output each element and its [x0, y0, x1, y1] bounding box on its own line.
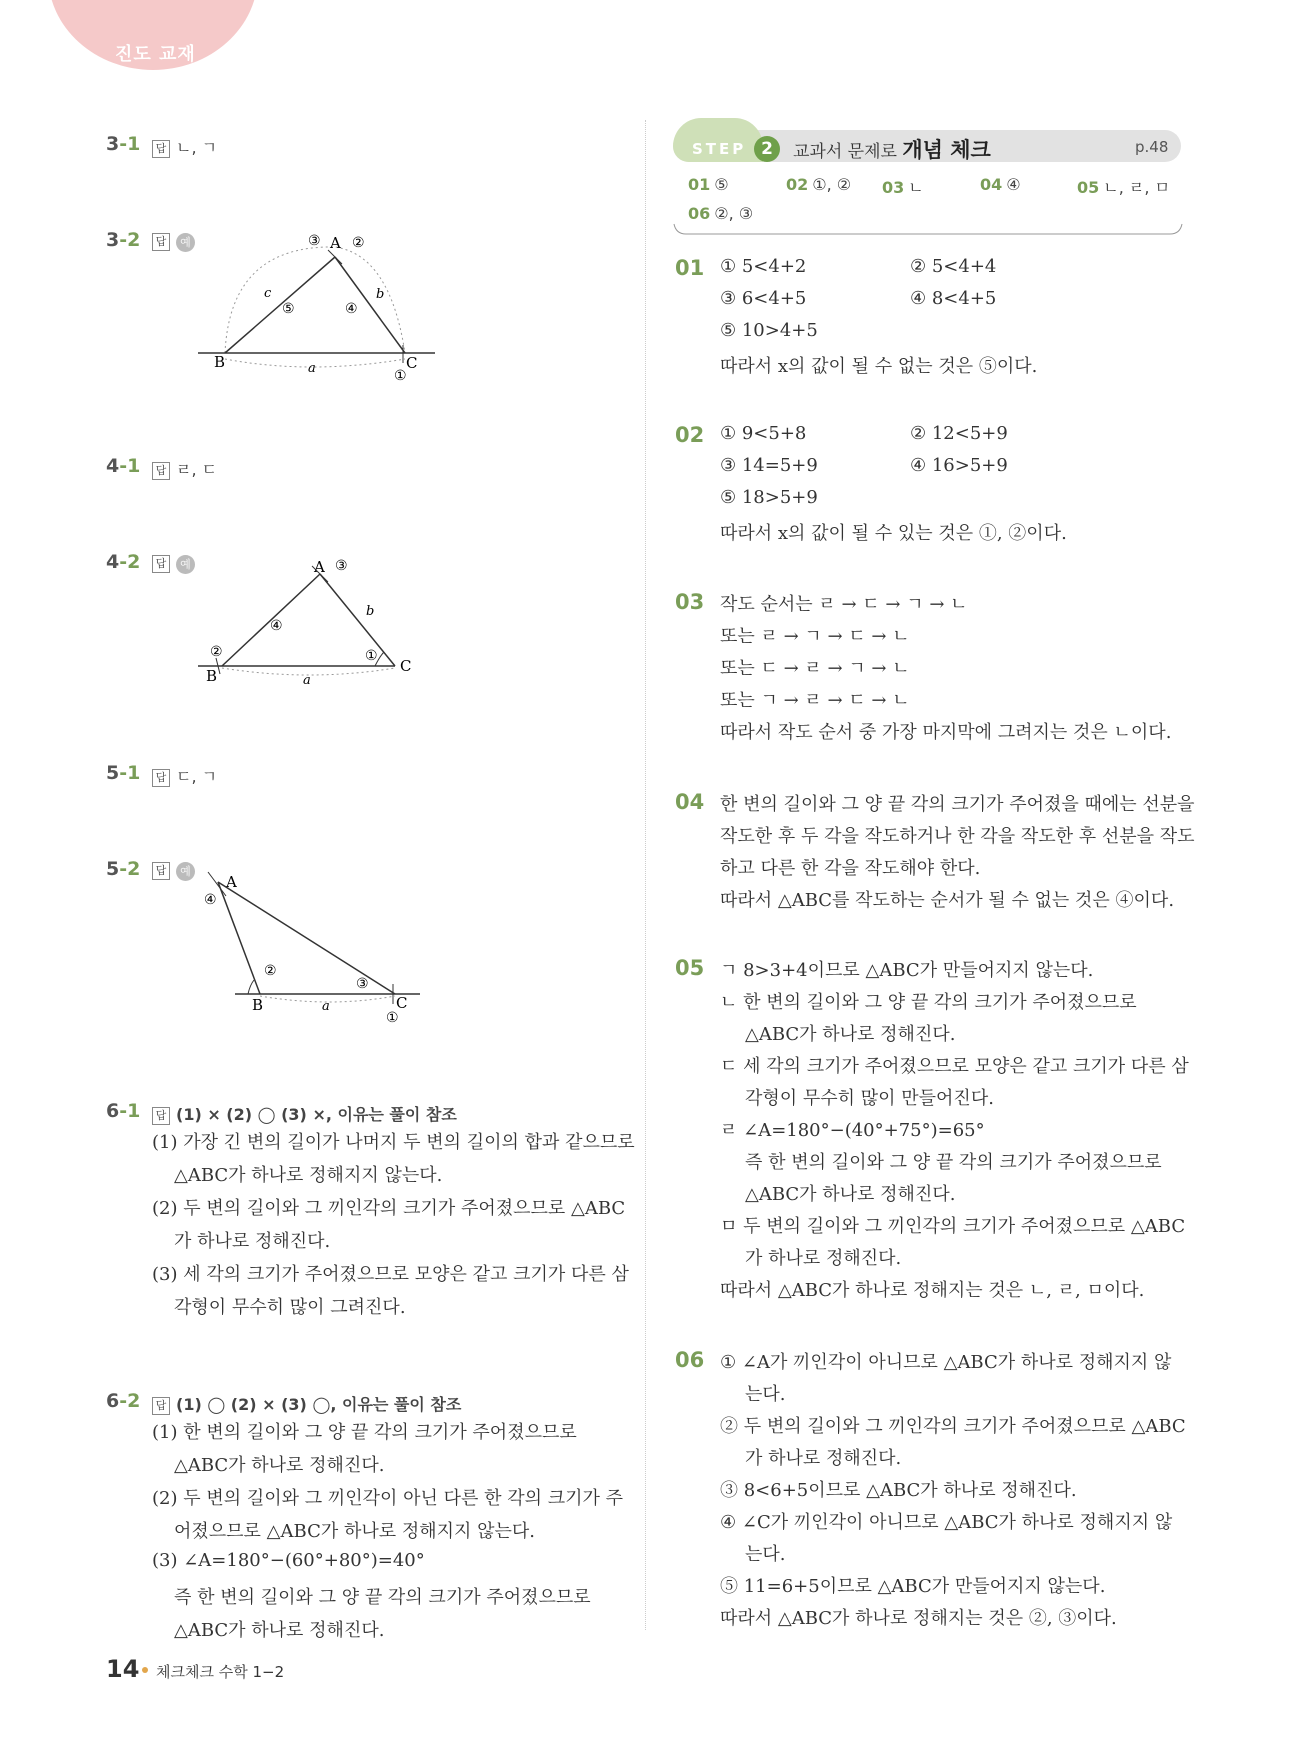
figure-3-2-triangle: [190, 225, 450, 385]
problem-4-2-label: 4-2: [106, 551, 141, 573]
mark-3: ③: [335, 558, 348, 574]
solution-6-1-line: (3) 세 각의 크기가 주어졌으므로 모양은 같고 크기가 다른 삼: [152, 1264, 629, 1285]
solution-02-number: 02: [675, 423, 705, 447]
mark-2: ②: [264, 963, 277, 979]
solution-05-line: ㄱ 8>3+4이므로 △ABC가 만들어지지 않는다.: [720, 960, 1094, 981]
page-reference: p.48: [1135, 138, 1169, 156]
solution-05-number: 05: [675, 956, 705, 980]
solution-05-conclusion: 따라서 △ABC가 하나로 정해지는 것은 ㄴ, ㄹ, ㅁ이다.: [720, 1280, 1145, 1301]
solution-02-conclusion: 따라서 x의 값이 될 수 있는 것은 ①, ②이다.: [720, 523, 1067, 544]
solution-05-line: 각형이 무수히 많이 만들어진다.: [745, 1088, 994, 1109]
solution-05-line: △ABC가 하나로 정해진다.: [745, 1024, 956, 1045]
solution-06-line: ② 두 변의 길이와 그 끼인각의 크기가 주어졌으므로 △ABC: [720, 1416, 1186, 1437]
solution-06-line: ③ 8<6+5이므로 △ABC가 하나로 정해진다.: [720, 1480, 1077, 1501]
solution-03-line: 따라서 작도 순서 중 가장 마지막에 그려지는 것은 ㄴ이다.: [720, 722, 1172, 743]
solution-01-number: 01: [675, 256, 705, 280]
solution-05-line: ㅁ 두 변의 길이와 그 끼인각의 크기가 주어졌으므로 △ABC: [720, 1216, 1186, 1237]
vertex-a: A: [330, 234, 341, 252]
solution-06-conclusion: 따라서 △ABC가 하나로 정해지는 것은 ②, ③이다.: [720, 1608, 1117, 1629]
solution-04-line: 따라서 △ABC를 작도하는 순서가 될 수 없는 것은 ④이다.: [720, 890, 1175, 911]
book-title: 체크체크 수학 1−2: [156, 1663, 285, 1681]
solution-05-line: 가 하나로 정해진다.: [745, 1248, 902, 1269]
problem-5-1-answer: 답 ㄷ, ㄱ: [152, 764, 217, 787]
solution-06-line: 는다.: [745, 1544, 786, 1565]
solution-03-line: 또는 ㄷ → ㄹ → ㄱ → ㄴ: [720, 658, 910, 679]
quick-answer: 03 ㄴ: [882, 178, 924, 197]
solution-04-line: 작도한 후 두 각을 작도하거나 한 각을 작도한 후 선분을 작도: [720, 826, 1195, 847]
quick-answer: 01 ⑤: [688, 175, 729, 194]
vertex-b: B: [214, 353, 226, 371]
side-a: a: [322, 999, 330, 1014]
solution-06-line: ① ∠A가 끼인각이 아니므로 △ABC가 하나로 정해지지 않: [720, 1352, 1172, 1373]
solution-01-line: ④ 8<4+5: [910, 288, 997, 309]
vertex-a: A: [226, 873, 237, 891]
vertex-a: A: [314, 558, 325, 576]
vertex-c: C: [406, 354, 418, 372]
problem-4-1-answer: 답 ㄹ, ㄷ: [152, 457, 217, 480]
solution-6-1-line: △ABC가 하나로 정해지지 않는다.: [174, 1165, 443, 1186]
vertex-b: B: [206, 667, 218, 685]
solution-02-line: ④ 16>5+9: [910, 455, 1008, 476]
solution-6-1-line: (2) 두 변의 길이와 그 끼인각의 크기가 주어졌으므로 △ABC: [152, 1198, 626, 1219]
quick-answer: 02 ①, ②: [786, 175, 852, 194]
solution-04-line: 한 변의 길이와 그 양 끝 각의 크기가 주어졌을 때에는 선분을: [720, 794, 1195, 815]
mark-2: ②: [352, 235, 365, 251]
solution-01-line: ⑤ 10>4+5: [720, 320, 818, 341]
solution-02-line: ① 9<5+8: [720, 423, 807, 444]
solution-02-line: ③ 14=5+9: [720, 455, 818, 476]
solution-6-1-line: 가 하나로 정해진다.: [174, 1231, 331, 1252]
side-a: a: [303, 673, 311, 688]
mark-5: ⑤: [282, 301, 295, 317]
solution-01-line: ③ 6<4+5: [720, 288, 807, 309]
step-word: STEP: [692, 140, 747, 158]
solution-6-2-line: (3) ∠A=180°−(60°+80°)=40°: [152, 1550, 425, 1571]
solution-06-number: 06: [675, 1348, 705, 1372]
solution-01-conclusion: 따라서 x의 값이 될 수 없는 것은 ⑤이다.: [720, 356, 1038, 377]
problem-3-1-label: 3-1: [106, 133, 141, 155]
solution-05-line: ㄹ ∠A=180°−(40°+75°)=65°: [720, 1120, 985, 1141]
solution-6-1-line: (1) 가장 긴 변의 길이가 나머지 두 변의 길이의 합과 같으므로: [152, 1132, 635, 1153]
solution-6-2-line: 어졌으므로 △ABC가 하나로 정해지지 않는다.: [174, 1521, 535, 1542]
solution-05-line: 즉 한 변의 길이와 그 양 끝 각의 크기가 주어졌으므로: [745, 1152, 1162, 1173]
step-title: 교과서 문제로 개념 체크: [793, 138, 991, 162]
solution-02-line: ② 12<5+9: [910, 423, 1008, 444]
footer-bullet: [142, 1667, 148, 1673]
solution-6-2-line: △ABC가 하나로 정해진다.: [174, 1620, 385, 1641]
problem-5-2-answer: 답 예: [152, 860, 195, 881]
solution-03-line: 또는 ㄱ → ㄹ → ㄷ → ㄴ: [720, 690, 910, 711]
side-c: c: [264, 286, 272, 301]
problem-3-1-answer: 답 ㄴ, ㄱ: [152, 135, 217, 158]
solution-6-2-line: (2) 두 변의 길이와 그 끼인각이 아닌 다른 한 각의 크기가 주: [152, 1488, 623, 1509]
problem-4-1-label: 4-1: [106, 455, 141, 477]
solution-03-number: 03: [675, 590, 705, 614]
figure-5-2-triangle: [190, 860, 430, 1030]
vertex-c: C: [396, 994, 408, 1012]
mark-1: ①: [386, 1010, 399, 1026]
problem-5-2-label: 5-2: [106, 858, 141, 880]
side-b: b: [376, 287, 385, 302]
mark-3: ③: [308, 233, 321, 249]
mark-4: ④: [270, 618, 283, 634]
mark-4: ④: [204, 892, 217, 908]
solution-03-line: 또는 ㄹ → ㄱ → ㄷ → ㄴ: [720, 626, 910, 647]
problem-5-1-label: 5-1: [106, 762, 141, 784]
column-divider: [645, 120, 646, 1630]
mark-1: ①: [365, 648, 378, 664]
solution-6-2-line: (1) 한 변의 길이와 그 양 끝 각의 크기가 주어졌으므로: [152, 1422, 577, 1443]
problem-6-1-label: 6-1: [106, 1100, 141, 1122]
solution-6-2-line: 즉 한 변의 길이와 그 양 끝 각의 크기가 주어졌으므로: [174, 1587, 591, 1608]
header-tab-label: 진도 교재: [115, 44, 196, 65]
mark-2: ②: [210, 644, 223, 660]
problem-4-2-answer: 답 예: [152, 553, 195, 574]
solution-06-line: ④ ∠C가 끼인각이 아니므로 △ABC가 하나로 정해지지 않: [720, 1512, 1173, 1533]
problem-6-2-label: 6-2: [106, 1390, 141, 1412]
problem-6-1-answer: 답 (1) × (2) ◯ (3) ×, 이유는 풀이 참조: [152, 1102, 457, 1125]
answer-box-underline: [672, 222, 1184, 238]
solution-01-line: ① 5<4+2: [720, 256, 807, 277]
side-a: a: [308, 361, 316, 376]
mark-1: ①: [394, 368, 407, 384]
quick-answer: 06 ②, ③: [688, 204, 754, 223]
solution-6-1-line: 각형이 무수히 많이 그려진다.: [174, 1297, 406, 1318]
solution-06-line: 가 하나로 정해진다.: [745, 1448, 902, 1469]
step-number: 2: [754, 136, 780, 162]
vertex-c: C: [400, 657, 412, 675]
solution-06-line: ⑤ 11=6+5이므로 △ABC가 만들어지지 않는다.: [720, 1576, 1106, 1597]
solution-6-2-line: △ABC가 하나로 정해진다.: [174, 1455, 385, 1476]
solution-03-line: 작도 순서는 ㄹ → ㄷ → ㄱ → ㄴ: [720, 594, 968, 615]
problem-6-2-answer: 답 (1) ◯ (2) × (3) ◯, 이유는 풀이 참조: [152, 1392, 461, 1415]
vertex-b: B: [252, 996, 264, 1014]
solution-04-line: 하고 다른 한 각을 작도해야 한다.: [720, 858, 981, 879]
quick-answer: 05 ㄴ, ㄹ, ㅁ: [1077, 178, 1170, 197]
solution-06-line: 는다.: [745, 1384, 786, 1405]
mark-3: ③: [356, 976, 369, 992]
figure-4-2-triangle: [190, 552, 430, 692]
page-number: 14: [106, 1655, 140, 1683]
problem-3-2-label: 3-2: [106, 229, 141, 251]
solution-05-line: △ABC가 하나로 정해진다.: [745, 1184, 956, 1205]
solution-05-line: ㄴ 한 변의 길이와 그 양 끝 각의 크기가 주어졌으므로: [720, 992, 1137, 1013]
quick-answer: 04 ④: [980, 175, 1021, 194]
solution-02-line: ⑤ 18>5+9: [720, 487, 818, 508]
problem-3-2-answer: 답 예: [152, 231, 195, 252]
side-b: b: [366, 604, 375, 619]
mark-4: ④: [345, 301, 358, 317]
solution-05-line: ㄷ 세 각의 크기가 주어졌으므로 모양은 같고 크기가 다른 삼: [720, 1056, 1189, 1077]
solution-04-number: 04: [675, 790, 705, 814]
solution-01-line: ② 5<4+4: [910, 256, 997, 277]
